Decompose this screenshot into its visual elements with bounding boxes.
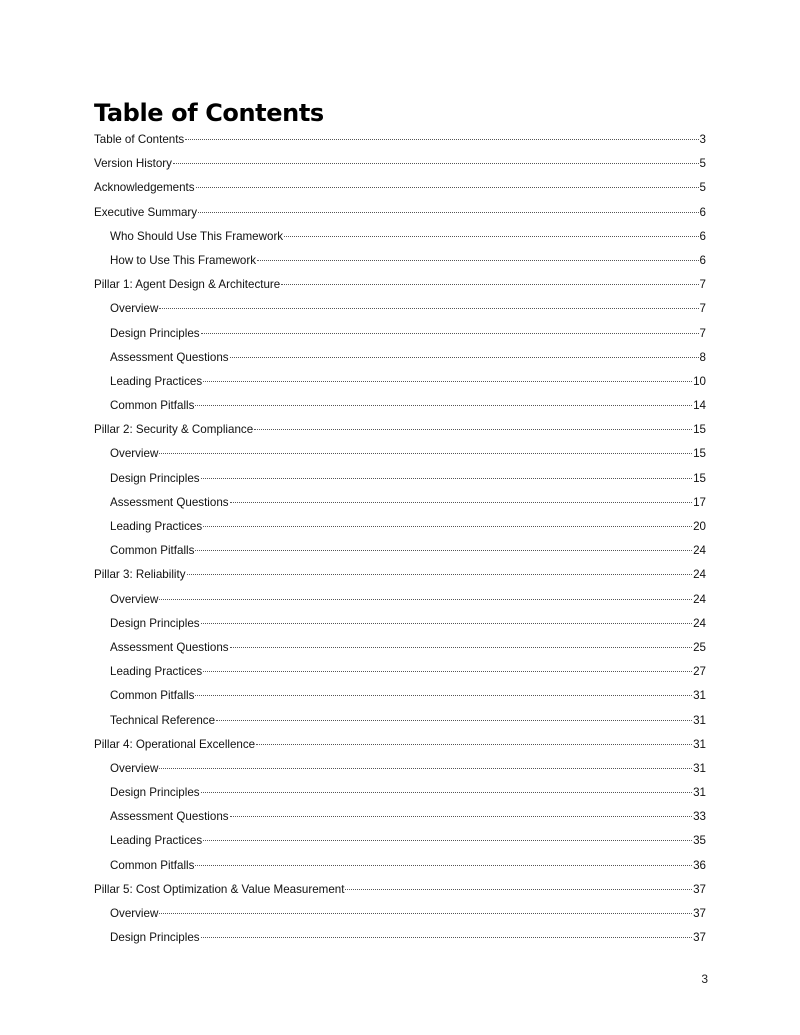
toc-entry-page: 15 [693,447,706,461]
toc-entry-label: Pillar 3: Reliability [94,568,186,582]
toc-dot-leader [254,429,692,430]
toc-dot-leader [201,623,693,624]
toc-dot-leader [201,478,693,479]
toc-entry-page: 5 [699,181,706,195]
toc-dot-leader [159,913,692,914]
toc-dot-leader [201,792,693,793]
toc-entry[interactable] [94,660,706,684]
toc-entry[interactable] [94,854,706,878]
toc-entry[interactable] [94,467,706,491]
toc-dot-leader [201,937,693,938]
toc-entry[interactable] [94,394,706,418]
toc-entry-page: 35 [693,834,706,848]
toc-entry-page: 8 [699,350,706,364]
toc-dot-leader [195,695,692,696]
toc-entry-page: 3 [699,133,706,146]
toc-dot-leader [203,381,692,382]
toc-entry-label: Leading Practices [110,374,203,388]
toc-entry[interactable] [94,709,706,733]
toc-dot-leader [159,453,692,454]
toc-entry-label: Pillar 4: Operational Excellence [94,737,256,751]
toc-list [94,128,706,950]
toc-entry[interactable] [94,563,706,587]
toc-entry-label: Common Pitfalls [110,858,195,872]
toc-entry-label: Assessment Questions [110,640,229,654]
toc-entry-label: Common Pitfalls [110,689,195,703]
toc-dot-leader [203,671,692,672]
toc-entry-page: 25 [693,640,706,654]
toc-entry-page: 31 [693,713,706,727]
toc-entry-label: Leading Practices [110,834,203,848]
toc-entry-label: Design Principles [110,326,200,340]
toc-entry[interactable] [94,781,706,805]
toc-entry-page: 24 [693,544,706,558]
toc-dot-leader [203,526,692,527]
toc-entry[interactable] [94,515,706,539]
toc-entry-label: Design Principles [110,471,200,485]
toc-dot-leader [203,840,692,841]
toc-entry-label: Overview [110,447,159,461]
toc-dot-leader [195,865,692,866]
toc-entry-label: Pillar 5: Cost Optimization & Value Measurement [94,882,345,896]
toc-dot-leader [256,744,692,745]
toc-entry-page: 10 [693,374,706,388]
toc-entry-label: Overview [110,592,159,606]
toc-entry[interactable] [94,346,706,370]
toc-entry-page: 7 [699,326,706,340]
toc-entry-page: 6 [699,205,706,219]
toc-entry-page: 14 [693,399,706,413]
toc-entry-label: Pillar 1: Agent Design & Architecture [94,278,281,292]
toc-dot-leader [230,647,693,648]
toc-entry-label: Version History [94,157,172,171]
toc-entry-label: Assessment Questions [110,810,229,824]
toc-dot-leader [195,405,692,406]
toc-entry-page: 17 [693,495,706,509]
toc-entry-page: 7 [699,302,706,316]
page-number: 3 [701,972,708,986]
toc-entry-page: 37 [693,882,706,896]
toc-entry-page: 7 [699,278,706,292]
toc-entry-label: Assessment Questions [110,350,229,364]
toc-dot-leader [230,502,693,503]
toc-dot-leader [216,720,692,721]
toc-entry-label: Overview [110,907,159,920]
toc-entry-label: Common Pitfalls [110,544,195,558]
toc-entry[interactable] [94,829,706,853]
toc-dot-leader [198,212,698,213]
toc-entry-label: Design Principles [110,931,200,945]
toc-entry-page: 24 [693,568,706,582]
toc-entry[interactable] [94,636,706,660]
toc-entry-label: Design Principles [110,786,200,800]
toc-dot-leader [345,889,692,890]
toc-entry-label: Design Principles [110,616,200,630]
toc-entry-page: 15 [693,423,706,437]
toc-entry-page: 33 [693,810,706,824]
toc-entry-label: How to Use This Framework [110,253,257,267]
toc-entry[interactable] [94,370,706,394]
toc-entry[interactable] [94,805,706,829]
toc-entry-label: Executive Summary [94,205,198,219]
toc-entry-page: 31 [693,786,706,800]
toc-entry[interactable] [94,684,706,708]
toc-entry-page: 36 [693,858,706,872]
toc-entry-label: Leading Practices [110,520,203,533]
toc-entry-page: 31 [693,761,706,775]
toc-dot-leader [201,333,699,334]
toc-dot-leader [159,599,692,600]
toc-entry[interactable] [94,442,706,466]
toc-entry-label: Common Pitfalls [110,399,195,413]
toc-entry-page: 31 [693,689,706,703]
toc-entry[interactable] [94,297,706,321]
toc-entry-page: 5 [699,157,706,171]
toc-entry-page: 24 [693,616,706,630]
toc-dot-leader [196,187,699,188]
toc-dot-leader [230,357,699,358]
page-title: Table of Contents [94,99,324,127]
toc-entry-label: Overview [110,761,159,775]
toc-entry-label: Overview [110,302,159,316]
toc-entry[interactable] [94,176,706,200]
toc-dot-leader [159,768,692,769]
toc-entry-page: 15 [693,471,706,485]
toc-dot-leader [159,308,698,309]
toc-entry[interactable] [94,733,706,757]
toc-dot-leader [230,816,693,817]
toc-entry[interactable] [94,201,706,225]
toc-entry[interactable] [94,322,706,346]
toc-entry[interactable] [94,152,706,176]
toc-entry-label: Technical Reference [110,713,216,727]
toc-entry-label: Assessment Questions [110,495,229,509]
toc-entry-page: 6 [699,229,706,243]
toc-entry-page: 31 [693,737,706,751]
toc-entry-label: Who Should Use This Framework [110,229,284,243]
toc-dot-leader [195,550,692,551]
toc-entry-label: Acknowledgements [94,181,195,195]
toc-entry-label: Pillar 2: Security & Compliance [94,423,254,437]
toc-entry[interactable] [94,225,706,249]
toc-dot-leader [173,163,699,164]
toc-dot-leader [187,574,693,575]
toc-entry[interactable] [94,612,706,636]
toc-entry[interactable] [94,902,706,926]
toc-entry-label: Table of Contents [94,133,185,146]
toc-entry-page: 37 [693,931,706,945]
toc-entry-page: 6 [699,253,706,267]
toc-entry-page: 20 [693,520,706,533]
toc-entry[interactable] [94,273,706,297]
toc-dot-leader [281,284,698,285]
toc-entry[interactable] [94,878,706,902]
toc-entry[interactable] [94,926,706,950]
toc-entry[interactable] [94,128,706,152]
toc-entry[interactable] [94,249,706,273]
toc-entry-page: 27 [693,665,706,679]
toc-entry-label: Leading Practices [110,665,203,679]
toc-entry[interactable] [94,418,706,442]
toc-entry[interactable] [94,539,706,563]
toc-dot-leader [284,236,698,237]
toc-dot-leader [257,260,699,261]
toc-dot-leader [185,139,698,140]
toc-entry-page: 37 [693,907,706,920]
toc-entry[interactable] [94,588,706,612]
toc-entry[interactable] [94,491,706,515]
toc-entry[interactable] [94,757,706,781]
toc-entry-page: 24 [693,592,706,606]
